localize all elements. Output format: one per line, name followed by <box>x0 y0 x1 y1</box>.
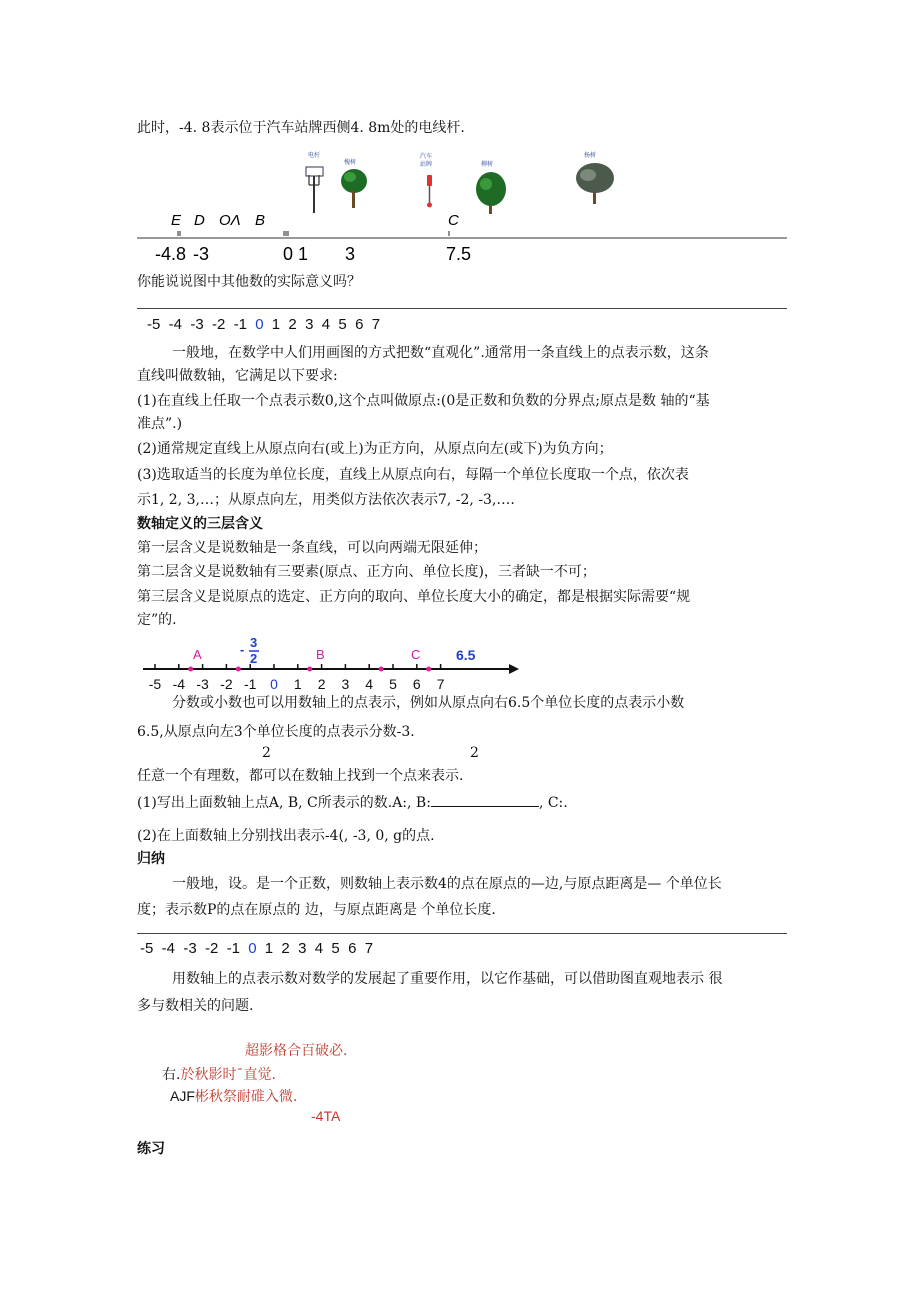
negative-numbers: -5 -4 -3 -2 -1 <box>147 316 248 333</box>
value-label: 0 1 <box>283 244 309 264</box>
origin-zero: 0 <box>255 316 264 333</box>
garbled-text <box>170 1088 297 1105</box>
bus-stop-sign-icon <box>427 175 432 208</box>
negative-numbers: -5 -4 -3 -2 -1 <box>140 940 241 957</box>
garbled-text: -4TA <box>311 1108 341 1124</box>
pole-icon <box>306 167 323 213</box>
axis-tick-label: -3 <box>196 676 209 692</box>
axis-tick-label: 4 <box>365 676 374 692</box>
meaning-line: 第三层含义是说原点的选定、正方向的取向、单位长度大小的确定，都是根据实际需要“规 <box>137 589 691 605</box>
number-row <box>140 940 373 957</box>
bus-stop-caption-2: 站牌 <box>420 162 433 168</box>
axis-tick-label: 6 <box>412 676 421 692</box>
axis-tick-label: 7 <box>436 676 445 692</box>
axis-tick-label: 5 <box>389 676 397 692</box>
garbled-text: 超影格合百破必. <box>245 1043 348 1059</box>
divider <box>137 308 787 309</box>
axis-arrowhead <box>509 664 519 674</box>
rule-1-cont: 准点”.) <box>137 416 183 432</box>
axis-tick-label: 0 <box>270 676 278 692</box>
rule-2: (2)通常规定直线上从原点向右(或上)为正方向，从原点向左(或下)为负方向； <box>137 441 613 457</box>
rule-1: (1)在直线上任取一个点表示数0,这个点叫做原点:(0是正数和负数的分界点;原点是数 轴的“基 <box>137 393 710 409</box>
axis-point <box>379 667 384 672</box>
axis-point <box>307 667 312 672</box>
axis-tick-label: -2 <box>220 676 233 692</box>
axis-point <box>426 667 431 672</box>
denominator: 2 <box>470 745 479 761</box>
positive-numbers: 1 2 3 4 5 6 7 <box>264 940 374 957</box>
point-label-decimal: 6.5 <box>456 647 476 663</box>
point-label-c: C <box>411 647 421 662</box>
meaning-line: 第一层含义是说数轴是一条直线，可以向两端无限延伸； <box>137 540 487 556</box>
origin-zero: 0 <box>248 940 257 957</box>
tree-caption: 杨树 <box>584 153 597 159</box>
fraction-numerator: 3 <box>250 635 258 650</box>
fraction-denominator: 2 <box>250 651 258 666</box>
summary-line: 度；表示数P的点在原点的 边，与原点距离是 个单位长度. <box>137 902 496 918</box>
rule-3-cont: 示1, 2, 3,…；从原点向左，用类似方法依次表示7, -2, -3,…. <box>137 492 515 508</box>
bus-stop-caption-1: 汽车 <box>420 154 433 160</box>
value-label: 7.5 <box>446 244 472 264</box>
question-meaning: 你能说说图中其他数的实际意义吗？ <box>137 274 361 290</box>
point-label-c: C <box>448 212 459 229</box>
importance-line: 多与数相关的问题. <box>137 998 254 1014</box>
definition-line: 一般地，在数学中人们用画图的方式把数“直观化”.通常用一条直线上的点表示数，这条 <box>172 345 709 361</box>
answer-blank[interactable] <box>431 793 539 807</box>
tree-icon <box>476 172 506 214</box>
point-label-e: E <box>171 212 182 229</box>
axis-tick-label: -1 <box>243 676 257 692</box>
practice-heading: 练习 <box>137 1141 165 1157</box>
exercise-1 <box>137 793 568 811</box>
axis-tick-label: 1 <box>293 676 302 692</box>
axis-tick-label: 3 <box>341 676 350 692</box>
axis-point <box>188 667 193 672</box>
point-label-d: D <box>194 212 205 229</box>
section-heading: 数轴定义的三层含义 <box>137 516 263 532</box>
summary-line: 一般地，设。是一个正数，则数轴上表示数4的点在原点的—边,与原点距离是— 个单位长 <box>172 876 722 892</box>
pole-caption: 电杆 <box>308 153 321 159</box>
tree-caption: 槐树 <box>344 160 357 166</box>
fraction-text: 6.5,从原点向左3个单位长度的点表示分数-3. <box>137 724 415 740</box>
summary-heading: 归纳 <box>137 851 165 867</box>
intro-sentence: 此时，-4. 8表示位于汽车站牌西侧4. 8m处的电线杆. <box>137 120 465 136</box>
rational-sentence: 任意一个有理数，都可以在数轴上找到一个点来表示. <box>137 768 464 784</box>
axis-tick-label: 2 <box>317 676 326 692</box>
point-label-b: B <box>255 212 266 229</box>
exercise-1-tail: , C:. <box>538 795 568 811</box>
importance-line: 用数轴上的点表示数对数学的发展起了重要作用，以它作基础，可以借助图直观地表示 很 <box>172 971 723 987</box>
axis-point <box>236 667 241 672</box>
roadside-number-line-figure <box>137 145 787 270</box>
value-label: -3 <box>193 244 210 264</box>
point-label-oa: OΛ <box>219 212 241 229</box>
divider <box>137 933 787 934</box>
meaning-line: 定”的. <box>137 612 177 628</box>
exercise-2: (2)在上面数轴上分别找出表示-4(, -3, 0, g的点. <box>137 828 435 844</box>
positive-numbers: 1 2 3 4 5 6 7 <box>271 316 381 333</box>
value-label: -4.8 <box>155 244 187 264</box>
garbled-text <box>162 1067 276 1083</box>
fraction-text: 分数或小数也可以用数轴上的点表示，例如从原点向右6.5个单位长度的点表示小数 <box>172 695 685 711</box>
value-label: 3 <box>345 244 356 264</box>
exercise-1-text: (1)写出上面数轴上点A, B, C所表示的数.A:, B: <box>137 795 431 811</box>
tree-icon <box>341 169 367 208</box>
garbled-red: 彬秋祭耐碓入微. <box>194 1089 298 1105</box>
definition-line: 直线叫做数轴，它满足以下要求: <box>137 368 338 384</box>
meaning-line: 第二层含义是说数轴有三要素(原点、正方向、单位长度)，三者缺一不可； <box>137 564 596 580</box>
garbled-red: 於秋影时ˉ直觉. <box>180 1067 276 1083</box>
denominator: 2 <box>262 745 271 761</box>
tree-caption: 柳树 <box>481 162 494 168</box>
axis-tick-label: -5 <box>148 676 162 692</box>
rule-3: (3)选取适当的长度为单位长度，直线上从原点向右，每隔一个单位长度取一个点，依次表 <box>137 467 689 483</box>
point-label-b: B <box>316 647 325 662</box>
tree-icon <box>576 163 614 204</box>
number-row <box>147 316 380 333</box>
garbled-prefix: 右. <box>162 1067 181 1083</box>
garbled-prefix: AJF <box>170 1088 195 1104</box>
axis-tick-label: -4 <box>172 676 186 692</box>
point-label-a: A <box>193 647 202 662</box>
number-line-figure <box>137 630 537 692</box>
fraction-sign: - <box>240 642 245 657</box>
